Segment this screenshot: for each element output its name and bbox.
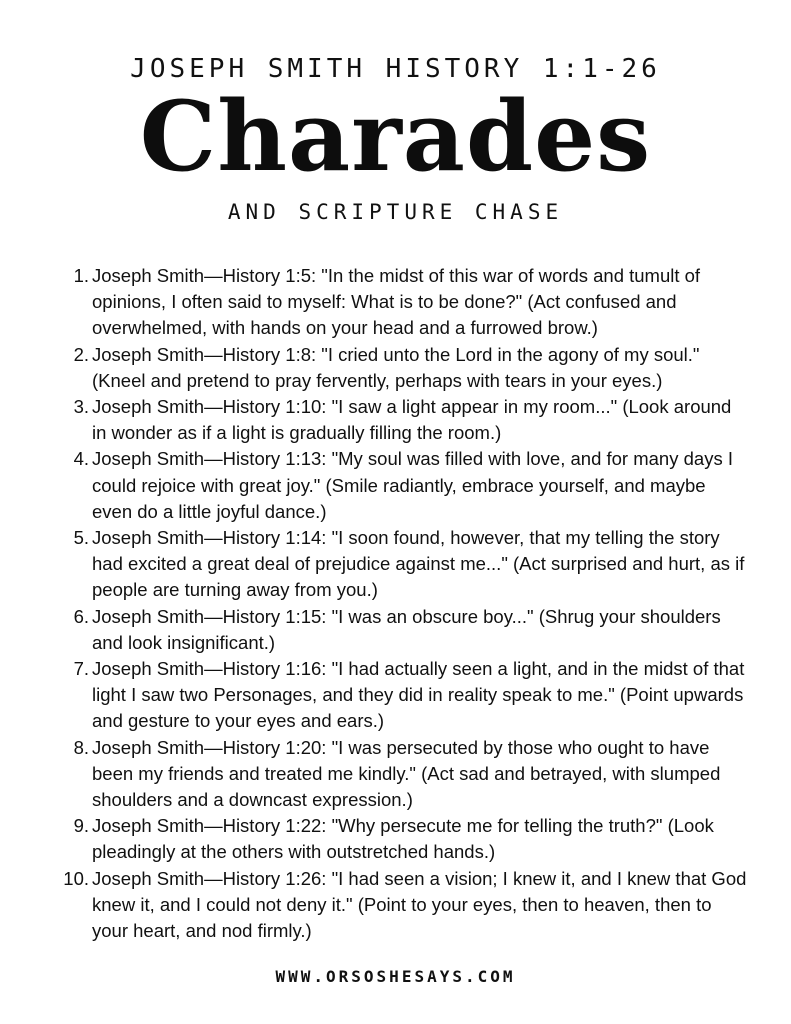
item-text: Joseph Smith—History 1:10: "I saw a light appear in my room..." (Look around in wonder as if a light is gradually filling the room.) [92,396,732,444]
list-item [58,263,748,342]
list-item [58,446,748,525]
header-subtitle-top: JOSEPH SMITH HISTORY 1:1-26 [130,54,661,84]
item-text: Joseph Smith—History 1:15: "I was an obscure boy..." (Shrug your shoulders and look insignificant.) [92,605,721,653]
list-item [58,735,748,814]
list-item [58,525,748,604]
item-number: 8. [73,736,89,758]
item-text: Joseph Smith—History 1:13: "My soul was filled with love, and for many days I could rejoice with great joy." (Smile radiantly, embrace yourself, and maybe even do a little joyful dance.) [92,448,733,522]
item-number: 7. [73,658,89,680]
item-number: 9. [73,815,89,837]
list-item [58,342,748,394]
list-item [58,394,748,446]
item-text: Joseph Smith—History 1:26: "I had seen a vision; I knew it, and I knew that God knew it, and I could not deny it." (Point to your eyes, then to heaven, then to your heart, and nod firmly.) [92,867,747,942]
list-item [58,604,748,656]
item-number: 3. [73,396,89,418]
item-number: 5. [73,527,89,549]
list-item [58,656,748,735]
header-subtitle-bottom: AND SCRIPTURE CHASE [227,200,564,224]
item-text: Joseph Smith—History 1:20: "I was persecuted by those who ought to have been my friends and treated me kindly." (Act sad and betrayed, with slumped shoulders and a downcast expression.) [92,736,721,811]
item-text: Joseph Smith—History 1:8: "I cried unto the Lord in the agony of my soul." (Kneel and pretend to pray fervently, perhaps with tears in your eyes.) [92,343,700,391]
item-text: Joseph Smith—History 1:14: "I soon found, however, that my telling the story had excited a great deal of prejudice against me..." (Act surprised and hurt, as if people are turning away from you.) [92,527,745,601]
list-item [58,866,748,945]
item-text: Joseph Smith—History 1:22: "Why persecute me for telling the truth?" (Look pleadingly at the others with outstretched hands.) [92,815,714,863]
list-item [58,813,748,865]
item-number: 1. [73,265,89,286]
item-number: 4. [73,448,89,470]
item-number: 2. [73,343,89,365]
page-title: Charades [139,80,652,193]
item-text: Joseph Smith—History 1:5: "In the midst of this war of words and tumult of opinions, I often said to myself: What is to be done?" (Act confused and overwhelmed, with hands on your head and a furrowed brow.) [92,265,701,339]
footer-website: WWW.ORSOSHESAYS.COM [275,967,516,986]
charades-list [58,263,748,944]
item-number: 10. [63,867,89,889]
item-number: 6. [73,605,89,627]
item-text: Joseph Smith—History 1:16: "I had actually seen a light, and in the midst of that light I saw two Personages, and they did in reality speak to me." (Point upwards and gesture to your eyes and ears.) [92,658,745,732]
